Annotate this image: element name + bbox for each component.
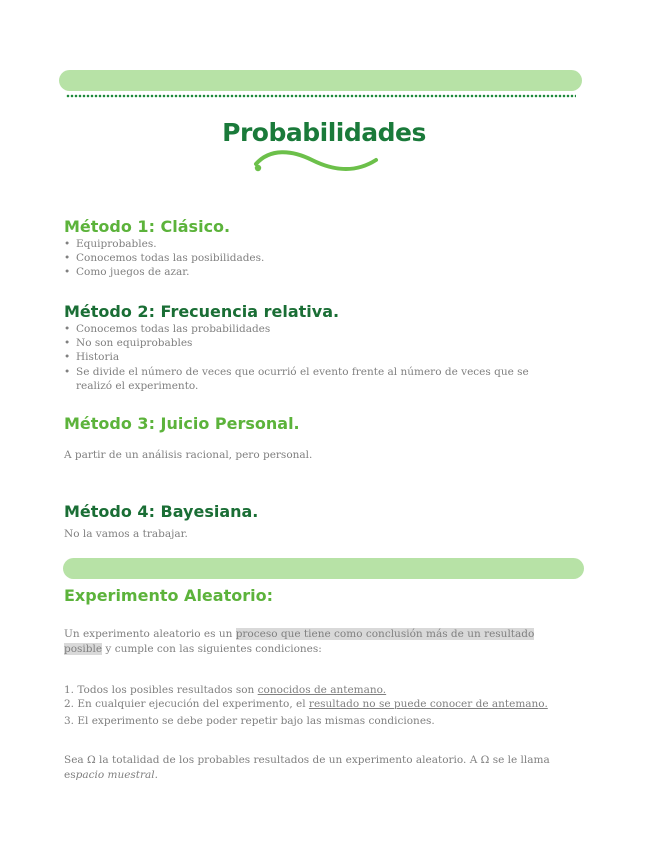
list-item: • Conocemos todas las probabilidades xyxy=(64,322,559,336)
metodo4-text: No la vamos a trabajar. xyxy=(64,528,188,540)
condition-item xyxy=(64,683,564,697)
condition-underlined: resultado no se puede conocer de antemano. xyxy=(308,698,548,710)
condition-text: 2. En cualquier ejecución del experimento, el xyxy=(64,698,309,710)
intro-highlight: proceso que tiene como conclusión más de un resultado posible xyxy=(64,628,535,655)
metodo1-list xyxy=(64,237,559,280)
metodo2-heading: Método 2: Frecuencia relativa. xyxy=(64,302,340,321)
metodo4-heading: Método 4: Bayesiana. xyxy=(64,502,259,521)
list-item: • Historia xyxy=(64,350,559,364)
metodo3-text: A partir de un análisis racional, pero personal. xyxy=(64,449,313,461)
intro-text: Un experimento aleatorio es un xyxy=(64,628,236,640)
omega-emphasis: pacio muestral xyxy=(75,768,155,781)
top-decorative-band xyxy=(59,70,582,91)
metodo2-list xyxy=(64,322,559,393)
intro-text-end: y cumple con las siguientes condiciones: xyxy=(102,642,322,655)
omega-definition xyxy=(64,753,564,782)
omega-text: Sea Ω la totalidad de los probables resultados de un experimento aleatorio. A Ω se le llama es xyxy=(64,754,550,781)
page-title: Probabilidades xyxy=(222,118,426,147)
title-swash-ornament xyxy=(250,146,382,178)
experimento-intro xyxy=(64,627,564,656)
list-item: • Como juegos de azar. xyxy=(64,265,559,279)
metodo3-heading: Método 3: Juicio Personal. xyxy=(64,414,300,433)
mid-decorative-band xyxy=(63,558,584,579)
list-item: • Conocemos todas las posibilidades. xyxy=(64,251,559,265)
condition-underlined: conocidos de antemano. xyxy=(257,684,387,696)
list-item: • No son equiprobables xyxy=(64,336,559,350)
condition-item xyxy=(64,697,564,711)
condition-text: 1. Todos los posibles resultados son xyxy=(64,684,258,696)
list-item: • Se divide el número de veces que ocurrió el evento frente al número de veces que se realizó el experimento. xyxy=(64,365,559,393)
experimento-heading: Experimento Aleatorio: xyxy=(64,586,273,605)
metodo1-heading: Método 1: Clásico. xyxy=(64,217,231,236)
list-item: • Equiprobables. xyxy=(64,237,559,251)
dotted-divider xyxy=(66,94,576,98)
omega-period: . xyxy=(154,768,159,781)
conditions-list xyxy=(64,683,564,728)
condition-item: 3. El experimento se debe poder repetir bajo las mismas condiciones. xyxy=(64,715,435,727)
